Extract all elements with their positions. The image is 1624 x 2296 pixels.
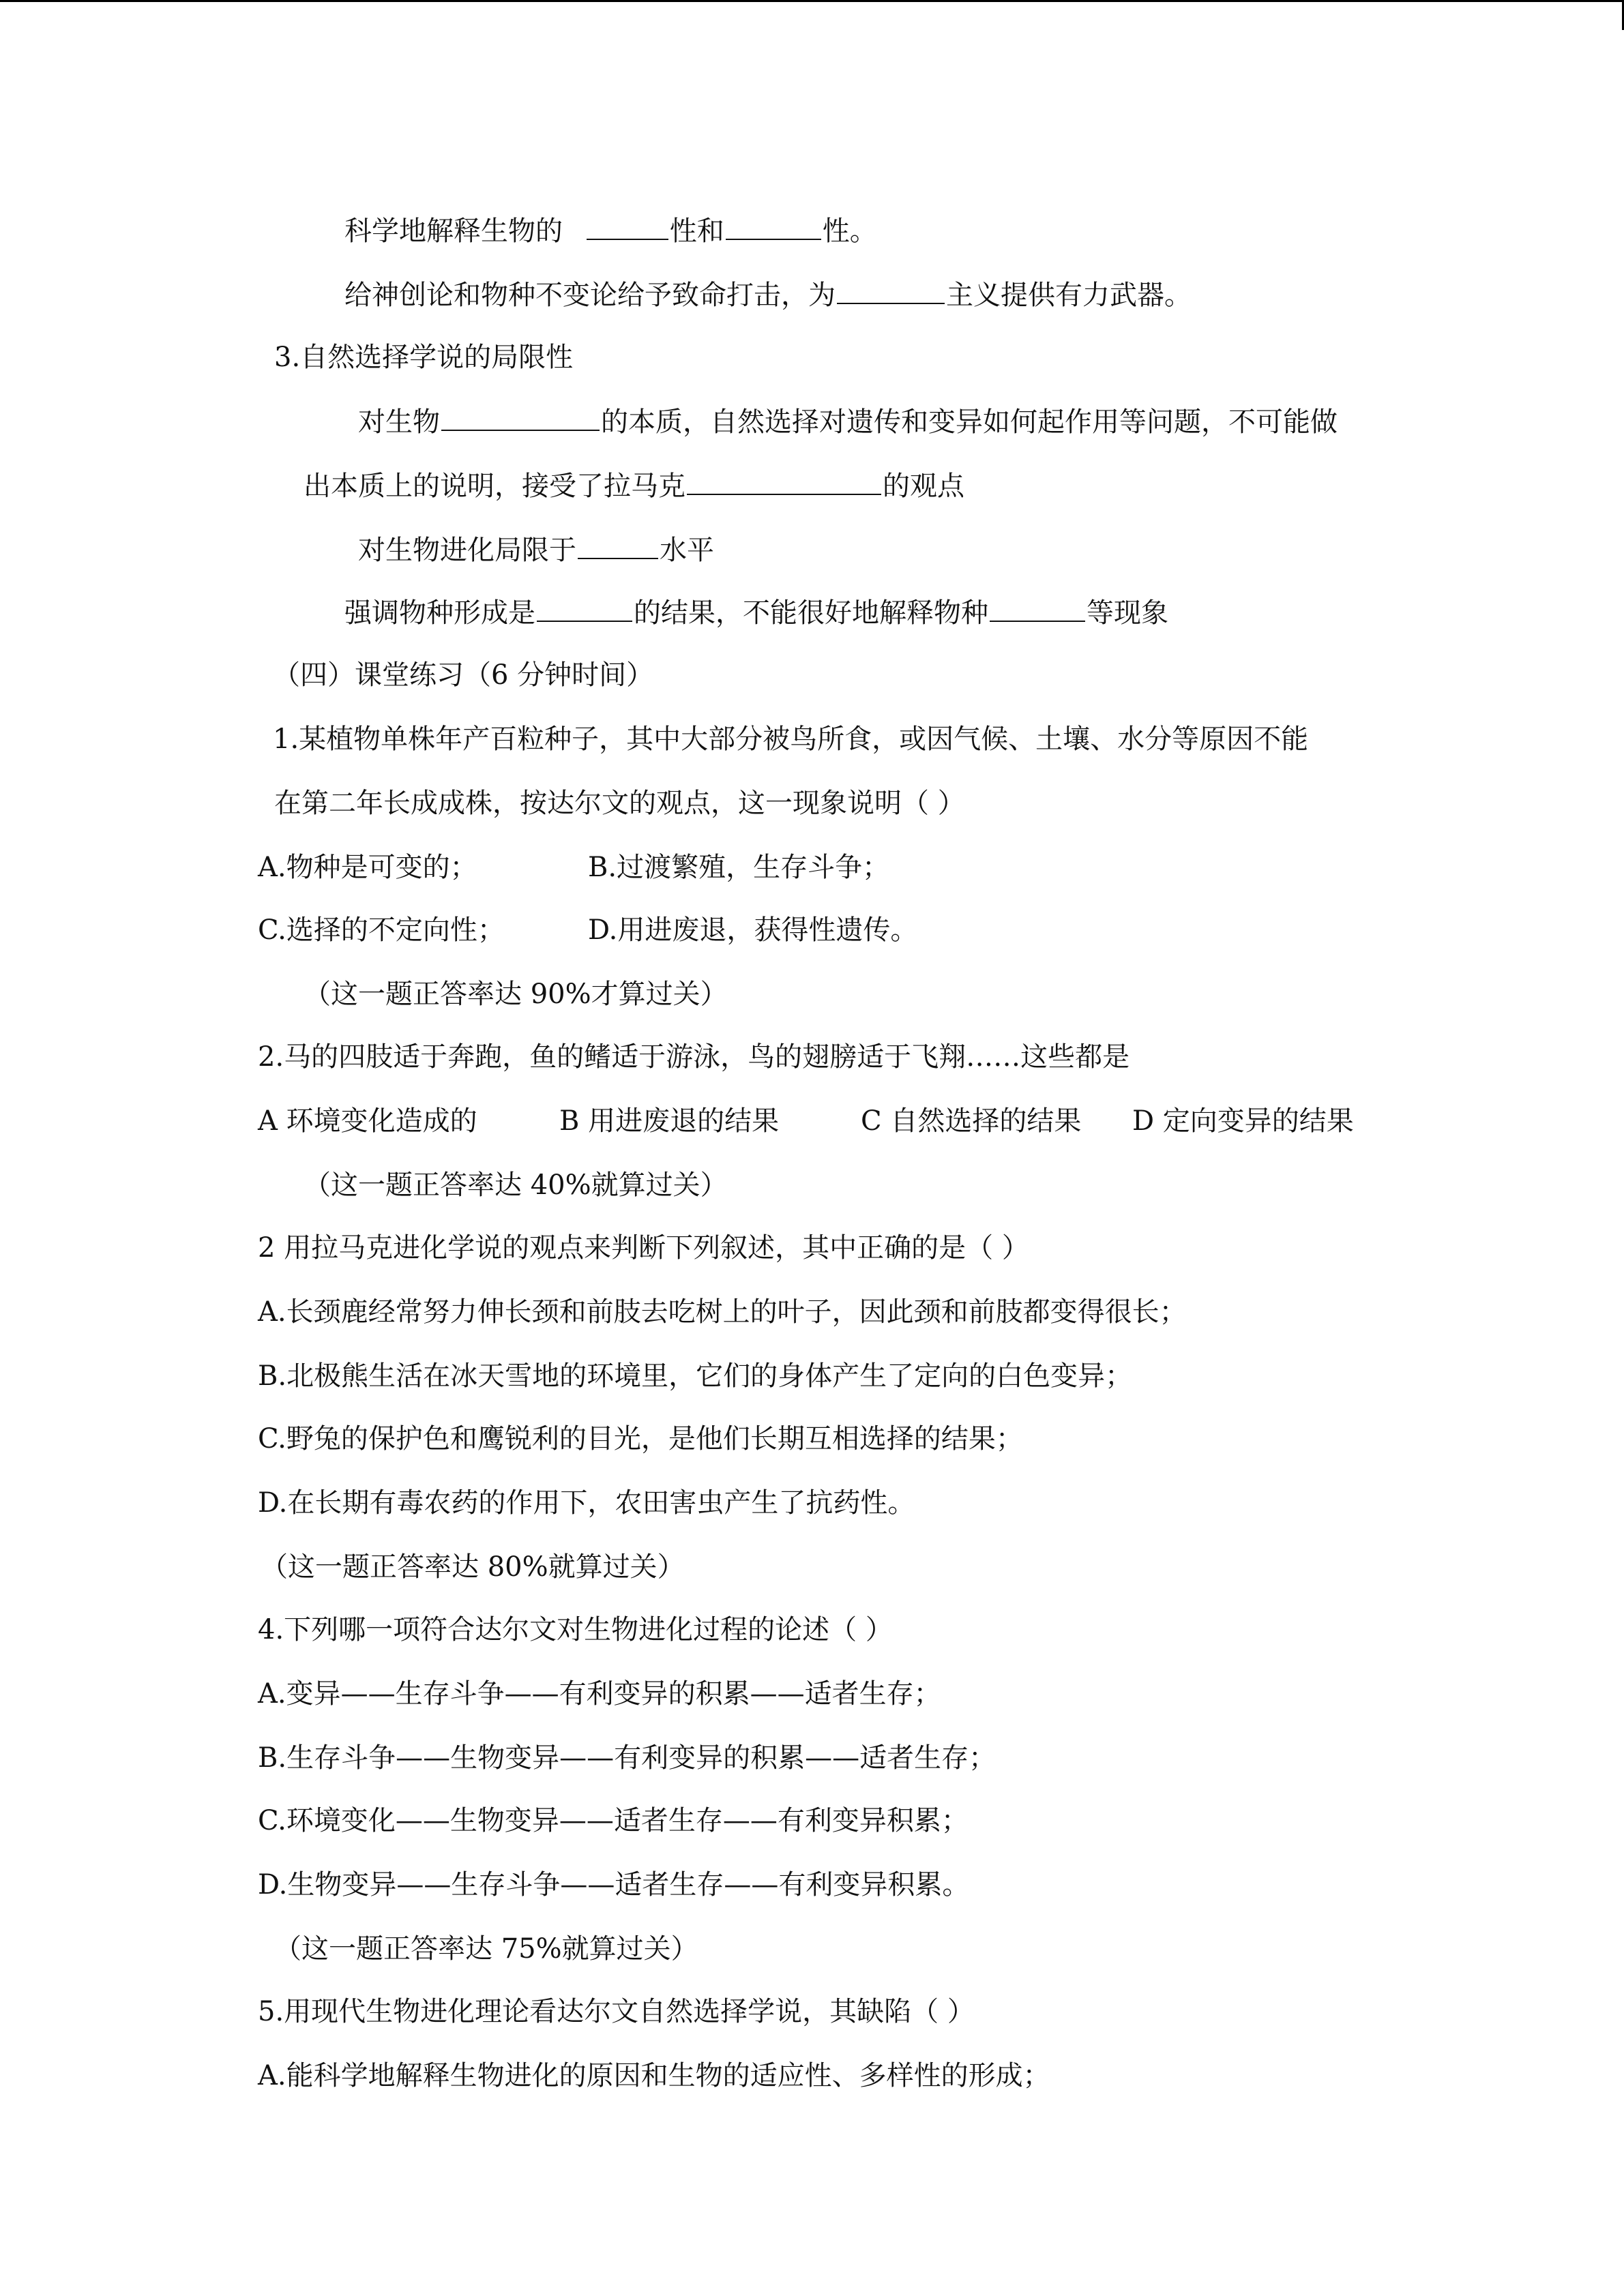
pass-note: （这一题正答率达 75%就算过关） [274, 1933, 698, 1965]
option-d: D.用进废退，获得性遗传。 [588, 914, 918, 946]
question-5: 5.用现代生物进化理论看达尔文自然选择学说，其缺陷（ ） [258, 1996, 975, 2027]
option-a: A.物种是可变的； [258, 852, 477, 883]
line-4 [358, 401, 1338, 441]
option-d: D 定向变异的结果 [1132, 1105, 1354, 1137]
text: 对生物进化局限于 [358, 535, 576, 566]
option-a: A.长颈鹿经常努力伸长颈和前肢去吃树上的叶子，因此颈和前肢都变得很长； [258, 1296, 1187, 1328]
question-4: 4.下列哪一项符合达尔文对生物进化过程的论述（ ） [258, 1614, 893, 1645]
question-1-cont: 在第二年长成成株，按达尔文的观点，这一现象说明（ ） [274, 788, 965, 819]
option-d: D.在长期有毒农药的作用下，农田害虫产生了抗药性。 [258, 1487, 915, 1519]
option-a: A.变异——生存斗争——有利变异的积累——适者生存； [258, 1678, 941, 1710]
question-3: 2 用拉马克进化学说的观点来判断下列叙述，其中正确的是（ ） [258, 1232, 1029, 1264]
text: 科学地解释生物的 [344, 215, 563, 247]
option-d: D.生物变异——生存斗争——适者生存——有利变异积累。 [258, 1869, 970, 1900]
fill-blank [726, 210, 821, 240]
option-a: A 环境变化造成的 [258, 1105, 477, 1137]
fill-blank [837, 274, 945, 304]
fill-blank [578, 529, 658, 559]
option-c: C 自然选择的结果 [861, 1105, 1082, 1137]
text: 对生物 [358, 406, 440, 438]
option-b: B 用进废退的结果 [559, 1105, 780, 1137]
option-a: A.能科学地解释生物进化的原因和生物的适应性、多样性的形成； [258, 2060, 1050, 2091]
text: 给神创论和物种不变论给予致命打击，为 [344, 280, 836, 311]
top-border [0, 0, 1624, 2]
option-b: B.过渡繁殖，生存斗争； [588, 852, 890, 883]
line-5 [304, 465, 964, 505]
fill-blank [441, 401, 600, 431]
text: 水平 [660, 535, 714, 566]
text: 的本质，自然选择对遗传和变异如何起作用等问题，不可能做 [601, 406, 1338, 438]
line-1 [344, 210, 877, 250]
option-c: C.环境变化——生物变异——适者生存——有利变异积累； [258, 1805, 969, 1836]
section-heading: 3.自然选择学说的局限性 [274, 342, 574, 373]
text: 性和 [669, 215, 724, 247]
text: 等现象 [1087, 597, 1168, 629]
text: 的结果，不能很好地解释物种 [634, 597, 988, 629]
line-6 [358, 529, 714, 569]
option-c: C.选择的不定向性； [258, 914, 505, 946]
question-1: 1.某植物单株年产百粒种子，其中大部分被鸟所食，或因气候、土壤、水分等原因不能 [273, 724, 1309, 755]
exercise-heading: （四）课堂练习（6 分钟时间） [273, 659, 654, 691]
option-b: B.生存斗争——生物变异——有利变异的积累——适者生存； [258, 1742, 996, 1774]
fill-blank [587, 210, 668, 240]
pass-note: （这一题正答率达 40%就算过关） [304, 1169, 728, 1201]
line-2 [344, 274, 1192, 314]
text: 主义提供有力武器。 [946, 280, 1192, 311]
fill-blank [537, 592, 632, 622]
fill-blank [687, 465, 881, 495]
pass-note: （这一题正答率达 90%才算过关） [304, 979, 728, 1010]
text: 出本质上的说明，接受了拉马克 [304, 471, 685, 502]
question-2: 2.马的四肢适于奔跑，鱼的鳍适于游泳，鸟的翅膀适于飞翔……这些都是 [258, 1041, 1130, 1073]
line-7 [344, 592, 1168, 632]
text: 性。 [822, 215, 877, 247]
text: 强调物种形成是 [344, 597, 535, 629]
option-c: C.野兔的保护色和鹰锐利的目光，是他们长期互相选择的结果； [258, 1423, 1023, 1455]
text: 的观点 [883, 471, 964, 502]
fill-blank [990, 592, 1085, 622]
option-b: B.北极熊生活在冰天雪地的环境里，它们的身体产生了定向的白色变异； [258, 1360, 1133, 1392]
pass-note: （这一题正答率达 80%就算过关） [261, 1551, 685, 1583]
